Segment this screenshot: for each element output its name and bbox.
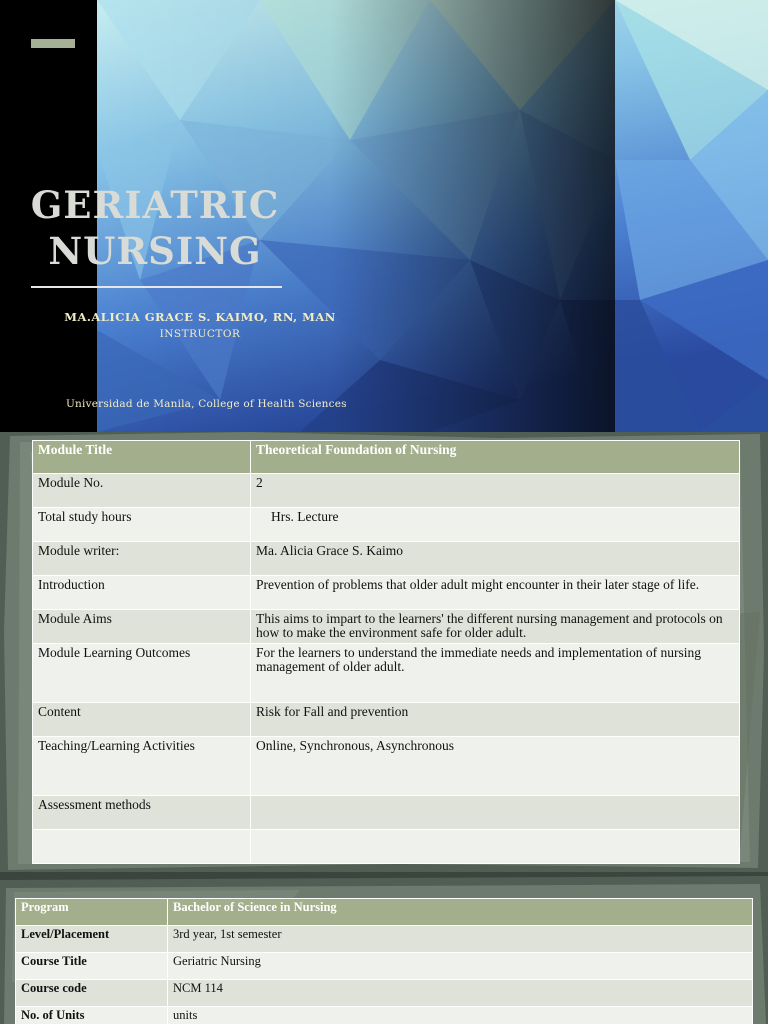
- table-row: [16, 980, 753, 1007]
- row-value: [251, 796, 740, 830]
- row-label: Introduction: [33, 576, 251, 610]
- row-label: Module Title: [33, 441, 251, 474]
- table-row: [33, 610, 740, 644]
- row-label: Content: [33, 703, 251, 737]
- module-slide: [0, 432, 768, 872]
- table-row: [33, 576, 740, 610]
- table-row: [33, 737, 740, 796]
- table-row: [33, 703, 740, 737]
- table-row: [33, 796, 740, 830]
- row-value: Online, Synchronous, Asynchronous: [251, 737, 740, 796]
- table-row: [16, 953, 753, 980]
- row-label: Program: [16, 899, 168, 926]
- row-value: 3rd year, 1st semester: [168, 926, 753, 953]
- table-row: [16, 926, 753, 953]
- row-value: 2: [251, 474, 740, 508]
- title-line-1: GERIATRIC: [30, 183, 280, 227]
- table-row: [33, 542, 740, 576]
- module-info-table: [32, 440, 740, 864]
- row-label: Teaching/Learning Activities: [33, 737, 251, 796]
- row-label: Assessment methods: [33, 796, 251, 830]
- cover-slide: [0, 0, 768, 432]
- course-slide: [0, 872, 768, 1024]
- row-label: Level/Placement: [16, 926, 168, 953]
- row-value: Ma. Alicia Grace S. Kaimo: [251, 542, 740, 576]
- title-line-2: NURSING: [48, 229, 262, 273]
- table-row: [33, 830, 740, 864]
- row-value: Theoretical Foundation of Nursing: [251, 441, 740, 474]
- row-label: Module Aims: [33, 610, 251, 644]
- table-row: [33, 508, 740, 542]
- row-label: Course code: [16, 980, 168, 1007]
- accent-bar: [31, 39, 75, 48]
- table-row: [16, 1007, 753, 1024]
- row-label: No. of Units: [16, 1007, 168, 1024]
- title-underline: [31, 286, 282, 288]
- row-label: Course Title: [16, 953, 168, 980]
- row-value: Geriatric Nursing: [168, 953, 753, 980]
- institution-name: Universidad de Manila, College of Health Sciences: [66, 398, 347, 410]
- table-row: [33, 474, 740, 508]
- row-label: Module writer:: [33, 542, 251, 576]
- row-value: NCM 114: [168, 980, 753, 1007]
- row-value: For the learners to understand the immediate needs and implementation of nursing management of older adult.: [251, 644, 740, 703]
- row-label: Total study hours: [33, 508, 251, 542]
- author-name: MA.ALICIA GRACE S. KAIMO, RN, MAN: [64, 310, 336, 324]
- table-row: [33, 644, 740, 703]
- row-value: Bachelor of Science in Nursing: [168, 899, 753, 926]
- row-value: Prevention of problems that older adult might encounter in their later stage of life.: [251, 576, 740, 610]
- row-value: Hrs. Lecture: [251, 508, 740, 542]
- row-value: This aims to impart to the learners' the different nursing management and protocols on how to make the environment safe for older adult.: [251, 610, 740, 644]
- row-value: units: [168, 1007, 753, 1024]
- row-label: Module Learning Outcomes: [33, 644, 251, 703]
- row-value: Risk for Fall and prevention: [251, 703, 740, 737]
- row-label: Module No.: [33, 474, 251, 508]
- row-label: [33, 830, 251, 864]
- table-row: [16, 899, 753, 926]
- author-role: INSTRUCTOR: [159, 328, 241, 340]
- course-info-table: [15, 898, 753, 1024]
- table-row: [33, 441, 740, 474]
- row-value: [251, 830, 740, 864]
